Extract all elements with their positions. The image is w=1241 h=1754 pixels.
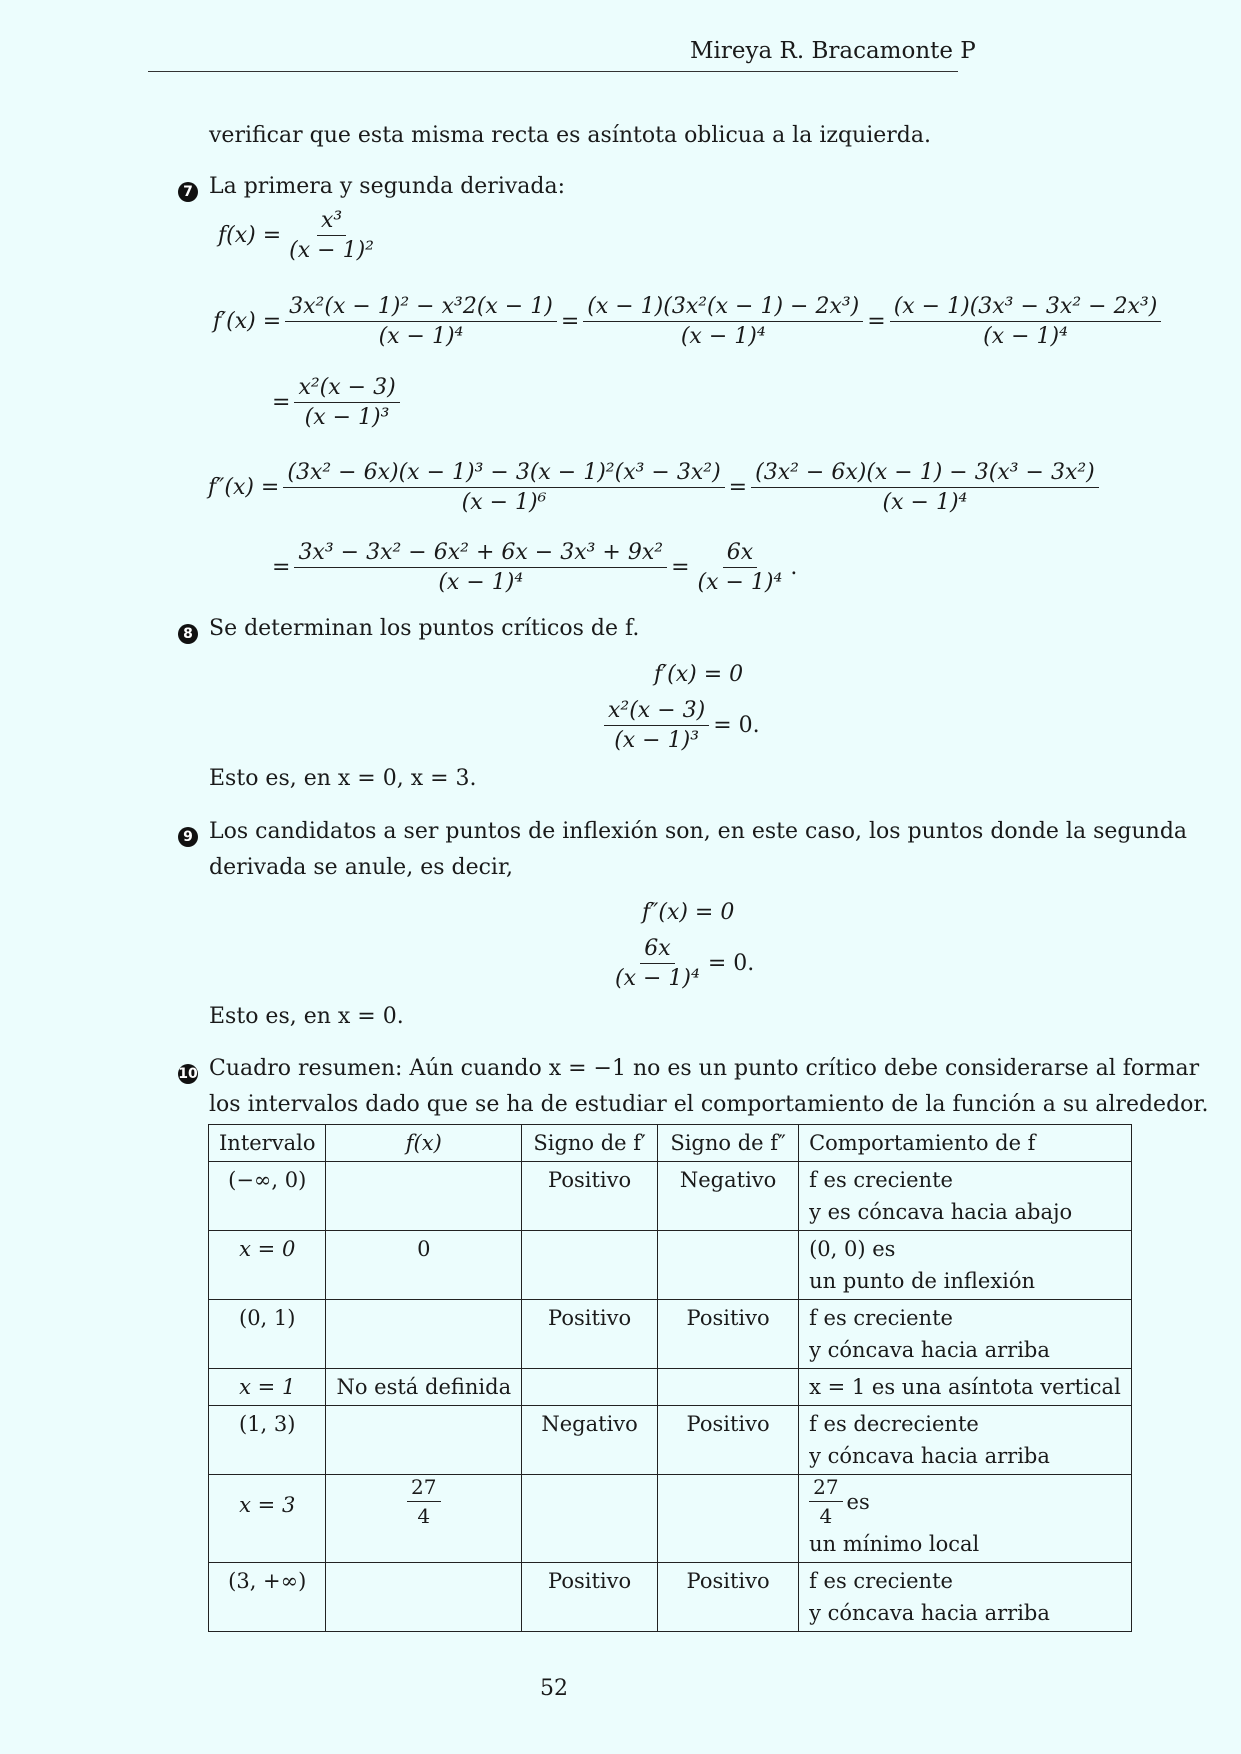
eq-fp-lhs: f′(x) = [213, 309, 282, 334]
cell-sign2: Positivo [658, 1406, 799, 1475]
eq-f-frac [285, 208, 378, 263]
behavior-line: f es creciente [809, 1168, 953, 1192]
crit-den: (x − 1)³ [614, 728, 700, 753]
eq-fpp4-den: (x − 1)⁴ [697, 570, 783, 595]
crit-num: x²(x − 3) [604, 698, 709, 726]
eq-fp2-frac [583, 294, 863, 349]
behavior-suffix: es [846, 1489, 870, 1514]
cell-sign1 [522, 1231, 658, 1300]
eq-sign: = [867, 309, 886, 334]
eq-fp1-den: (x − 1)⁴ [378, 324, 464, 349]
behavior-fraction [809, 1475, 842, 1528]
crit-result: Esto es, en x = 0, x = 3. [209, 766, 477, 791]
item-10-line2: los intervalos dado que se ha de estudiar el comportamiento de la función a su alrededor. [209, 1092, 1209, 1117]
behavior-line: y cóncava hacia arriba [809, 1338, 1050, 1362]
item-10-line1: Cuadro resumen: Aún cuando x = −1 no es un punto crítico debe considerarse al formar [209, 1056, 1200, 1081]
table-row [209, 1475, 1132, 1563]
eq-fpp3-den: (x − 1)⁴ [438, 570, 524, 595]
eq-fpp1-den: (x − 1)⁶ [461, 490, 547, 515]
eq-f-lhs: f(x) = [218, 223, 282, 248]
cell-interval: x = 0 [209, 1231, 326, 1300]
item-8-text: Se determinan los puntos críticos de f. [209, 616, 640, 641]
eq-fpp4-num: 6x [723, 540, 757, 568]
behavior-line: (0, 0) es [809, 1237, 896, 1261]
cell-sign1 [522, 1369, 658, 1406]
eq-fp4-frac [294, 375, 399, 430]
cell-sign1: Negativo [522, 1406, 658, 1475]
infl-eq-1: f″(x) = 0 [642, 900, 735, 925]
fx-fraction [407, 1475, 440, 1528]
eq-fpp [208, 460, 1103, 515]
table-row [209, 1563, 1132, 1632]
item-7-text: La primera y segunda derivada: [209, 174, 566, 199]
infl-den: (x − 1)⁴ [615, 966, 700, 991]
bullet-9: 9 [178, 822, 198, 847]
crit-frac [604, 698, 709, 753]
behavior-frac-den: 4 [819, 1504, 833, 1528]
eq-sign: = [728, 475, 748, 500]
eq-fpp-lhs: f″(x) = [208, 475, 280, 500]
cell-sign2: Negativo [658, 1162, 799, 1231]
eq-fpp3-num: 3x³ − 3x² − 6x² + 6x − 3x³ + 9x² [294, 540, 667, 568]
eq-fp2-num: (x − 1)(3x²(x − 1) − 2x³) [583, 294, 863, 322]
cell-fx: No está definida [326, 1369, 522, 1406]
table-row [209, 1162, 1132, 1231]
eq-sign: = [560, 309, 580, 334]
cell-interval: (1, 3) [209, 1406, 326, 1475]
eq-f-num: x³ [317, 208, 346, 236]
eq-fpp4-frac [694, 540, 787, 595]
cell-interval: x = 3 [209, 1475, 326, 1563]
eq-fpp2-den: (x − 1)⁴ [882, 490, 968, 515]
table-header: Signo de f″ [658, 1125, 799, 1162]
eq-f-den: (x − 1)² [289, 238, 374, 263]
cell-fx [326, 1563, 522, 1632]
cell-interval: (3, +∞) [209, 1563, 326, 1632]
crit-eq-2 [600, 698, 760, 753]
behavior-line: x = 1 es una asíntota vertical [809, 1375, 1121, 1399]
eq-fp4-den: (x − 1)³ [304, 405, 390, 430]
bullet-8: 8 [178, 619, 198, 644]
infl-frac [611, 936, 704, 991]
fx-frac-num: 27 [407, 1475, 440, 1502]
table-header: f(x) [326, 1125, 522, 1162]
eq-fp-simplified [272, 375, 404, 430]
cell-behavior [799, 1300, 1132, 1369]
eq-fp1-frac [285, 294, 557, 349]
eq-fp1-num: 3x²(x − 1)² − x³2(x − 1) [285, 294, 557, 322]
eq-fp3-num: (x − 1)(3x³ − 3x² − 2x³) [890, 294, 1162, 322]
table-row [209, 1369, 1132, 1406]
behavior-line: y es cóncava hacia abajo [809, 1200, 1073, 1224]
behavior-line: y cóncava hacia arriba [809, 1444, 1050, 1468]
item-9-line2: derivada se anule, es decir, [209, 855, 514, 880]
behavior-line: un punto de inflexión [809, 1269, 1036, 1293]
eq-fp2-den: (x − 1)⁴ [680, 324, 766, 349]
infl-num: 6x [640, 936, 674, 964]
table-header: Signo de f′ [522, 1125, 658, 1162]
cell-sign1: Positivo [522, 1563, 658, 1632]
cell-behavior [799, 1563, 1132, 1632]
cell-fx [326, 1300, 522, 1369]
eq-fpp2-num: (3x² − 6x)(x − 1) − 3(x³ − 3x²) [751, 460, 1099, 488]
cell-sign2 [658, 1231, 799, 1300]
behavior-frac-num: 27 [809, 1475, 842, 1502]
intro-line: verificar que esta misma recta es asíntota oblicua a la izquierda. [209, 123, 931, 148]
item-9-line1: Los candidatos a ser puntos de inflexión son, en este caso, los puntos donde la segunda [209, 819, 1188, 844]
eq-f [218, 208, 382, 263]
behavior-line: un mínimo local [809, 1532, 980, 1556]
cell-sign2: Positivo [658, 1300, 799, 1369]
table-row [209, 1406, 1132, 1475]
bullet-10: 10 [178, 1066, 198, 1082]
behavior-line: f es decreciente [809, 1412, 979, 1436]
table-row [209, 1231, 1132, 1300]
cell-sign2 [658, 1369, 799, 1406]
cell-sign1 [522, 1475, 658, 1563]
cell-interval: x = 1 [209, 1369, 326, 1406]
cell-sign2 [658, 1475, 799, 1563]
bullet-7: 7 [178, 177, 198, 202]
cell-interval: (−∞, 0) [209, 1162, 326, 1231]
cell-fx [326, 1475, 522, 1563]
cell-sign1: Positivo [522, 1300, 658, 1369]
table-header: Comportamiento de f [799, 1125, 1132, 1162]
fx-frac-den: 4 [417, 1504, 431, 1528]
crit-rhs: = 0. [713, 713, 760, 738]
page-number: 52 [540, 1676, 568, 1701]
cell-behavior [799, 1475, 1132, 1563]
eq-fpp1-num: (3x² − 6x)(x − 1)³ − 3(x − 1)²(x³ − 3x²) [283, 460, 724, 488]
header-rule [148, 71, 958, 72]
eq-sign: = [272, 390, 291, 415]
eq-fp3-frac [890, 294, 1162, 349]
cell-fx: 0 [326, 1231, 522, 1300]
eq-fpp2-frac [751, 460, 1099, 515]
table-row [209, 1300, 1132, 1369]
cell-interval: (0, 1) [209, 1300, 326, 1369]
infl-result: Esto es, en x = 0. [209, 1004, 404, 1029]
infl-eq-2 [607, 936, 754, 991]
eq-fp4-num: x²(x − 3) [294, 375, 399, 403]
table-header-row [209, 1125, 1132, 1162]
cell-sign1: Positivo [522, 1162, 658, 1231]
eq-fpp-simplified [272, 540, 797, 595]
behavior-line: y cóncava hacia arriba [809, 1601, 1050, 1625]
behavior-line: f es creciente [809, 1569, 953, 1593]
behavior-line: f es creciente [809, 1306, 953, 1330]
eq-sign: = [272, 555, 291, 580]
cell-fx [326, 1406, 522, 1475]
cell-behavior [799, 1369, 1132, 1406]
cell-sign2: Positivo [658, 1563, 799, 1632]
eq-period: . [790, 555, 798, 580]
summary-table [208, 1124, 1132, 1632]
table-header: Intervalo [209, 1125, 326, 1162]
eq-fpp3-frac [294, 540, 667, 595]
eq-sign: = [671, 555, 690, 580]
behavior-line [809, 1475, 1121, 1528]
cell-behavior [799, 1162, 1132, 1231]
crit-eq-1: f′(x) = 0 [654, 662, 744, 687]
cell-behavior [799, 1231, 1132, 1300]
infl-rhs: = 0. [707, 951, 755, 976]
cell-fx [326, 1162, 522, 1231]
cell-behavior [799, 1406, 1132, 1475]
eq-fpp1-frac [283, 460, 724, 515]
header-author: Mireya R. Bracamonte P [690, 38, 976, 64]
eq-fp3-den: (x − 1)⁴ [983, 324, 1068, 349]
eq-fp [213, 294, 1165, 349]
